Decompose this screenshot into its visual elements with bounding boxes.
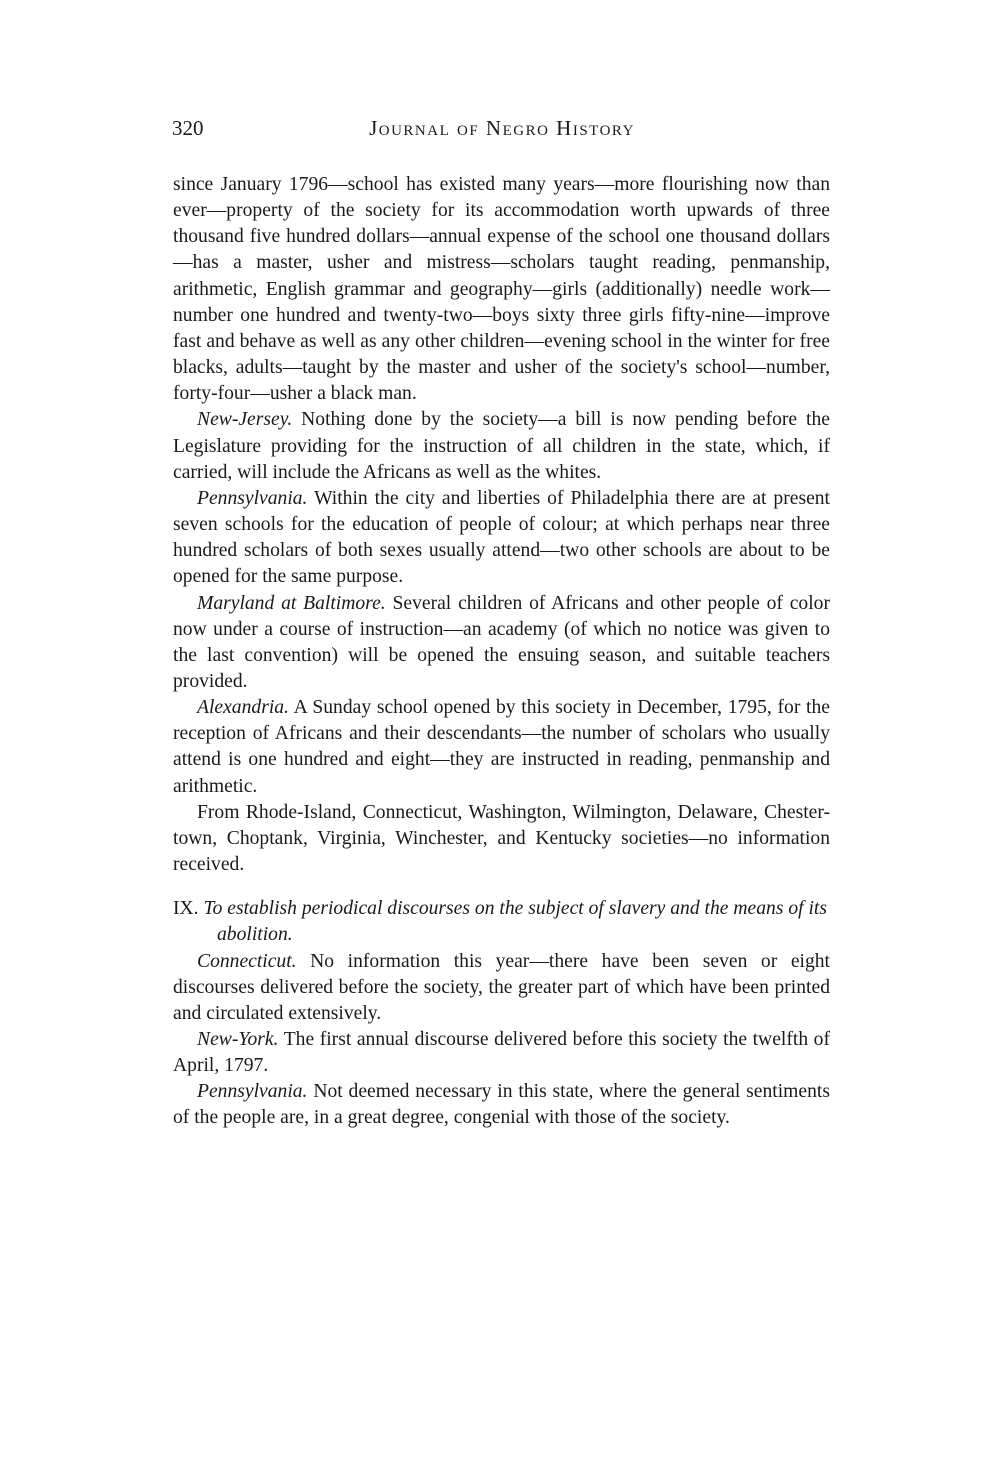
entry-label: Connecticut. bbox=[197, 950, 297, 972]
entry-label: New-Jersey. bbox=[197, 409, 293, 431]
entry-text: Within the city and liberties of Philadelphia there are at present seven schools for the education of people of colour; at which perhaps near three hundred scholars of both sexes usually attend—two other schools are about to be opened for the same purpose. bbox=[173, 487, 831, 588]
body-text bbox=[173, 172, 830, 1132]
running-head bbox=[172, 116, 832, 152]
entry-pennsylvania bbox=[173, 486, 830, 591]
entry-text: The first annual discourse delivered before this society the twelfth of April, 1797. bbox=[173, 1029, 830, 1077]
entry-text: Several children of Africans and other people of color now under a course of instruction—an academy (of which no notice was given to the last convention) will be opened the ensuing season, and suitable teachers provided. bbox=[173, 592, 830, 692]
entry-label: Pennsylvania. bbox=[197, 1081, 308, 1103]
section-ix-heading bbox=[173, 896, 830, 948]
entry-alexandria bbox=[173, 695, 830, 800]
entry-label: New-York. bbox=[197, 1029, 279, 1050]
opening-paragraph: since January 1796—school has existed many years—more flourishing now than ever—property of the society for its accommodation worth upwards of three thousand five hundred dollars—annual expense of the school one thousand dollars—has a master, usher and mistress—scholars taught reading, penmanship, arithmetic, English grammar and geography—girls (additionally) needle work—number one hundred and twenty-two—boys sixty three girls fifty-nine—improve fast and behave as well as any other children—evening school in the winter for free blacks, adults—taught by the master and usher of the society's school—number, forty-four—usher a black man. bbox=[173, 174, 830, 405]
section-numeral: IX. bbox=[173, 898, 199, 920]
entry-label: Pennsylvania. bbox=[197, 487, 308, 509]
closing-note: From Rhode-Island, Connecticut, Washington, Wilmington, Delaware, Chester-town, Choptank, Virginia, Winchester, and Kentucky societies—no information received. bbox=[173, 801, 830, 876]
entry-connecticut bbox=[173, 949, 830, 1027]
entry-maryland-baltimore bbox=[173, 591, 830, 696]
entry-text: Nothing done by the society—a bill is now pending before the Legislature providing for the instruction of all children in the state, which, if carried, will include the Africans as well as the whites. bbox=[173, 409, 830, 483]
entry-text: A Sunday school opened by this society in December, 1795, for the reception of Africans and their descendants—the number of scholars who usually attend is one hundred and eight—they are instructed in reading, penmanship and arithmetic. bbox=[173, 697, 830, 797]
entry-text: Not deemed necessary in this state, where the general sentiments of the people are, in a great degree, congenial with those of the society. bbox=[173, 1081, 830, 1129]
entry-label: Alexandria. bbox=[197, 697, 289, 719]
entry-new-jersey bbox=[173, 407, 830, 485]
entry-text: No information this year—there have been seven or eight discourses delivered before the society, the greater part of which have been printed and circulated extensively. bbox=[173, 950, 830, 1024]
entry-label: Maryland at Baltimore. bbox=[197, 592, 386, 614]
section-title: To establish periodical discourses on the subject of slavery and the means of its abolition. bbox=[203, 898, 827, 946]
entry-pennsylvania-ix bbox=[173, 1079, 830, 1131]
journal-title: Journal of Negro History bbox=[369, 116, 635, 140]
entry-new-york bbox=[173, 1027, 830, 1079]
page-number: 320 bbox=[172, 116, 204, 140]
